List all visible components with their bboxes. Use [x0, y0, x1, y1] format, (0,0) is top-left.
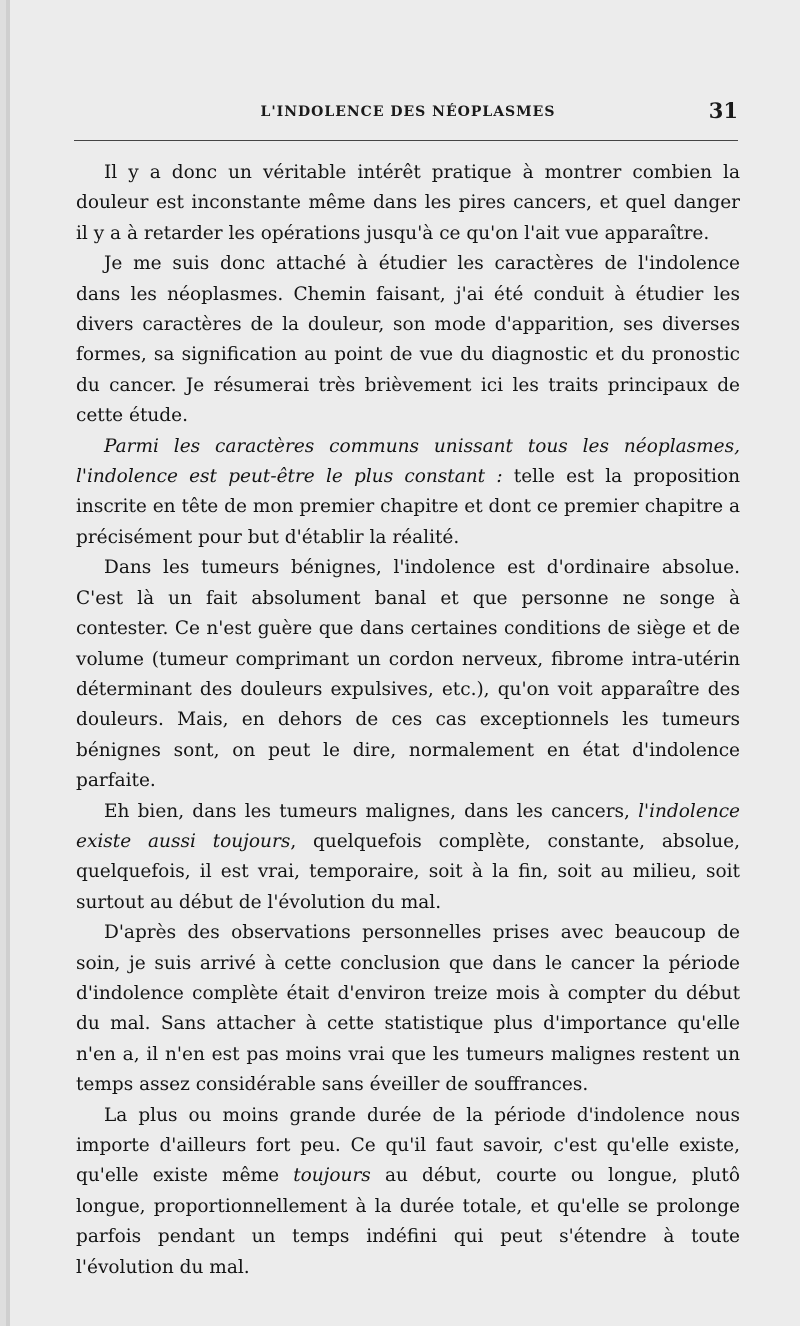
page-number: 31 — [708, 98, 738, 123]
paragraph-1: Il y a donc un véritable intérêt pratique à montrer combien la douleur est inconstante même dans les pires cancers, et quel danger il y a à retarder les opérations jusqu'à ce qu'on l'ait vue apparaître. — [76, 162, 740, 244]
body-text — [76, 158, 740, 1283]
header-rule — [74, 140, 738, 141]
italic-emphasis: toujours — [293, 1165, 371, 1187]
paragraph-4: Dans les tumeurs bénignes, l'indolence est d'ordinaire absolue. C'est là un fait absolument banal et que personne ne songe à contester. Ce n'est guère que dans certaines conditions de siège et de volume (tumeur comprimant un cordon nerveux, fibrome intra-utérin déterminant des douleurs expulsives, etc.), qu'on voit apparaître des douleurs. Mais, en dehors de ces cas exceptionnels les tumeurs bénignes sont, on peut le dire, normalement en état d'indolence parfaite. — [76, 557, 740, 792]
paragraph-7: La plus ou moins grande durée de la période d'indolence nous importe d'ailleurs fort peu. Ce qu'il faut savoir, c'est qu'elle existe, qu'elle existe même toujours au début, courte ou longue, plutô longue, proportionnellement à la durée totale, et qu'elle se prolonge parfois pendant un temps indéfini qui peut s'étendre à toute l'évolution du mal. — [76, 1104, 741, 1278]
italic-thesis: Parmi les caractères communs unissant tous les néoplasmes, l'indolence est peut-être le plus constant : — [76, 435, 740, 488]
paragraph-2: Je me suis donc attaché à étudier les caractères de l'indolence dans les néoplasmes. Chemin faisant, j'ai été conduit à étudier les divers caractères de la douleur, son mode d'apparition, ses diverses formes, sa signification au point de vue du diagnostic et du pronostic du cancer. Je résumerai très brièvement ici les traits principaux de cette étude. — [76, 253, 740, 427]
paragraph-3: Parmi les caractères communs unissant tous les néoplasmes, l'indolence est peut-être le plus constant : telle est la proposition inscrite en tête de mon premier chapitre et dont ce premier chapitre a précisément pour but d'établir la réalité. — [76, 435, 740, 548]
page-header — [74, 96, 742, 130]
running-title: L'INDOLENCE DES NÉOPLASMES — [260, 104, 556, 120]
italic-emphasis: l'indolence existe aussi toujours — [76, 800, 740, 852]
paragraph-5: Eh bien, dans les tumeurs malignes, dans les cancers, l'indolence existe aussi toujours, quelquefois complète, constante, absolue, quelquefois, il est vrai, temporaire, soit à la fin, soit au milieu, soit surtout au début de l'évolution du mal. — [76, 800, 740, 913]
paragraph-6: D'après des observations personnelles prises avec beaucoup de soin, je suis arrivé à cette conclusion que dans le cancer la période d'indolence complète était d'environ treize mois à compter du début du mal. Sans attacher à cette statistique plus d'importance qu'elle n'en a, il n'en est pas moins vrai que les tumeurs malignes restent un temps assez considérable sans éveiller de souffrances. — [76, 922, 740, 1096]
